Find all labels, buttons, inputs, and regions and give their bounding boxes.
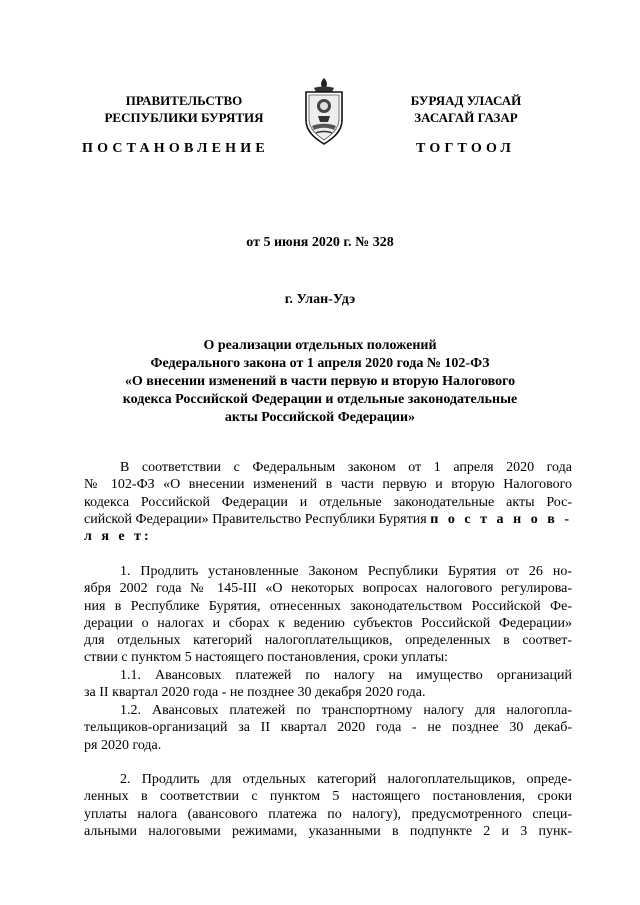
header-left (84, 92, 284, 126)
title-line: Федерального закона от 1 апреля 2020 года № 102-ФЗ (150, 356, 490, 371)
paragraph-2 (84, 771, 572, 840)
text-line: ря 2020 года. (84, 737, 162, 753)
text-line: № 102-ФЗ «О внесении изменений в части первую и вторую Налогового (84, 477, 572, 493)
header-left-line1: ПРАВИТЕЛЬСТВО (125, 93, 243, 108)
text-line: для отдельных категорий налогоплательщиков, определенных в соответ- (84, 633, 572, 649)
text-line: кодекса Российской Федерации и отдельные законодательные акты Рос- (84, 494, 572, 510)
city: г. Улан-Удэ (284, 292, 356, 307)
text-line: альными налоговыми режимами, указанными в подпункте 2 и 3 пунк- (84, 823, 572, 839)
buryatia-coat-of-arms-icon (300, 76, 348, 148)
header-left-line2: РЕСПУБЛИКИ БУРЯТИЯ (104, 110, 264, 125)
paragraph-1-1 (84, 667, 572, 702)
text-line: за II квартал 2020 года - не позднее 30 декабря 2020 года. (84, 685, 426, 701)
text-line: ября 2002 года № 145-III «О некоторых вопросах налогового регулирова- (84, 581, 572, 597)
header-right-line1: БУРЯАД УЛАСАЙ (410, 93, 522, 108)
document-title (90, 337, 550, 427)
text-line: 1. Продлить установленные Законом Республики Бурятия от 26 но- (120, 564, 572, 579)
header-right (376, 92, 556, 126)
text-line: ния в Республике Бурятия, отнесенных законодательством Российской Фе- (84, 598, 572, 614)
header-right-line2: ЗАСАГАЙ ГАЗАР (414, 110, 518, 125)
text-line: В соответствии с Федеральным законом от 1 апреля 2020 года (120, 460, 572, 475)
text-line: тельщиков-организаций за II квартал 2020 года - не позднее 30 декаб- (84, 720, 572, 736)
paragraph-1-2 (84, 702, 572, 754)
text-span: сийской Федерации» Правительство Республики Бурятия (84, 511, 431, 527)
doc-kind-right: ТОГТООЛ (416, 141, 516, 156)
title-line: О реализации отдельных положений (203, 338, 437, 353)
text-line: дерации о налогах и сборах к ведению субъектов Российской Федерации» (84, 615, 572, 631)
text-line: 2. Продлить для отдельных категорий налогоплательщиков, опреде- (120, 772, 572, 787)
text-line: ствии с пунктом 5 настоящего постановления, сроки уплаты: (84, 650, 449, 666)
date-number: от 5 июня 2020 г. № 328 (246, 235, 394, 250)
paragraph-1 (84, 563, 572, 667)
title-line: акты Российской Федерации» (224, 410, 416, 425)
text-line: уплаты налога (авансового платежа по налогу), предусмотренного специ- (84, 806, 572, 822)
title-line: «О внесении изменений в части первую и вторую Налогового (124, 374, 516, 389)
text-line-with-emphasis (84, 511, 572, 528)
text-line: 1.1. Авансовых платежей по налогу на имущество организаций (120, 668, 572, 683)
text-line: ленных в соответствии с пунктом 5 настоящего постановления, сроки (84, 789, 572, 805)
title-line: кодекса Российской Федерации и отдельные законодательные (122, 392, 518, 407)
intro-paragraph (84, 459, 572, 545)
text-line: 1.2. Авансовых платежей по транспортному налогу для налогопла- (120, 703, 572, 718)
emphasis-postanovlyaet: п о с т а н о в - (430, 511, 572, 527)
doc-kind-left: ПОСТАНОВЛЕНИЕ (82, 141, 269, 156)
emphasis-postanovlyaet-end: л я е т: (84, 529, 152, 545)
